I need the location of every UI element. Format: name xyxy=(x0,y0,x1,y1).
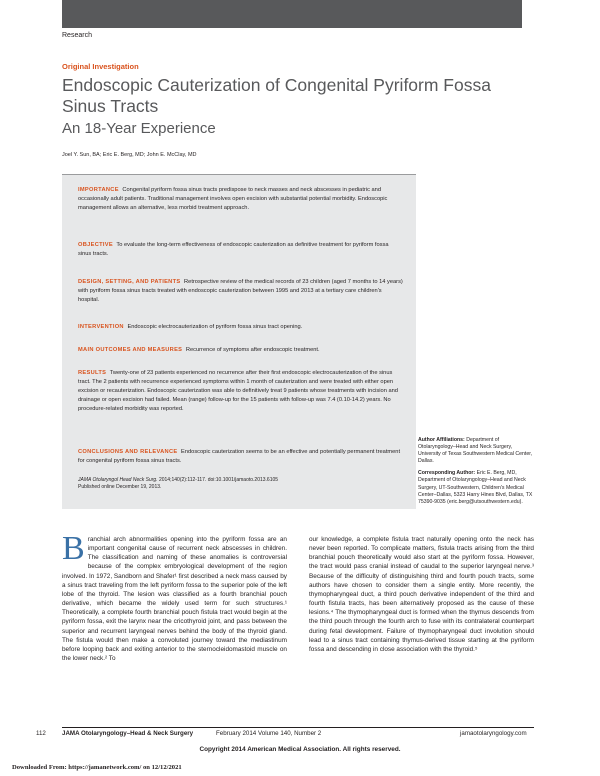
abstract-conclusions xyxy=(78,448,403,466)
body-text-col2: our knowledge, a complete fistula tract naturally opening onto the neck has never been reported. To complicate matters, fistula tracts arising from the third branchial pouch theoretically would also start at the pyriform fossa. However, the tract would pass cranial instead of caudal to the superior laryngeal nerve.³ Because of the difficulty of distinguishing third and fourth pouch tracts, some authors have chosen to consider them a single entity. More recently, the thymopharyngeal duct, a third pouch derivative independent of the third and fourth fistula tracts, has been alternatively proposed as the cause of these lesions.⁴ The thymopharyngeal duct is formed when the thymus descends from the third pouch through the fourth arch to fuse with its contralateral counterpart during fetal development. Failure of thymopharyngeal duct involution should lead to a sinus tract containing thymus-derived tissue starting at the pyriform fossa and descending in close association with the thyroid.⁵ xyxy=(309,536,534,653)
copyright-notice: Copyright 2014 American Medical Association. All rights reserved. xyxy=(199,746,401,753)
article-subtitle: An 18-Year Experience xyxy=(62,120,216,137)
results-text: Twenty-one of 23 patients experienced no recurrence after their first endoscopic electrocauterization of the sinus tract. The 2 patients with recurrence experienced symptoms within 1 month of cauterization and were treated with either open excision or recauterization. Endoscopic cauterization was able to definitively treat 9 patients whose treatments with incision and drainage or open excision had failed. Mean (range) follow-up for the 15 patients with follow-up was 7.4 (0.10-14.2) years. No procedure-related morbidity was reported. xyxy=(78,370,398,412)
objective-text: To evaluate the long-term effectiveness of endoscopic cauterization as definitive treatment for pyriform fossa sinus tracts. xyxy=(78,242,389,257)
objective-label: OBJECTIVE xyxy=(78,242,113,248)
corresponding-author-label: Corresponding Author: xyxy=(418,470,476,477)
outcomes-label: MAIN OUTCOMES AND MEASURES xyxy=(78,347,183,353)
citation-journal: JAMA Otolaryngol Head Neck Surg. xyxy=(78,477,158,483)
intervention-label: INTERVENTION xyxy=(78,324,124,330)
abstract-results xyxy=(78,369,403,414)
published-date: Published online December 19, 2013. xyxy=(78,484,162,491)
outcomes-text: Recurrence of symptoms after endoscopic treatment. xyxy=(185,347,320,353)
body-column-2 xyxy=(309,535,534,654)
corresponding-author-text: Eric E. Berg, MD, Department of Otolaryngology–Head and Neck Surgery, UT-Southwestern, Children's Medical Center–Dallas, 5323 Harry Hines Blvd, Dallas, TX 75390-9035 (eric.berg@utsouthwestern.edu). xyxy=(418,470,533,505)
importance-label: IMPORTANCE xyxy=(78,187,119,193)
footer-url[interactable]: jamaotolaryngology.com xyxy=(460,730,527,737)
article-title: Endoscopic Cauterization of Congenital Pyriform Fossa Sinus Tracts xyxy=(62,75,491,116)
abstract-importance xyxy=(78,186,403,213)
citation xyxy=(78,477,403,492)
citation-details: 2014;140(2):112-117. doi:10.1001/jamaoto.2013.6105 xyxy=(158,477,279,483)
affiliations xyxy=(418,437,534,506)
author-affiliations-label: Author Affiliations: xyxy=(418,437,465,443)
conclusions-text: Endoscopic cauterization seems to be an effective and potentially permanent treatment for congenital pyriform fossa sinus tracts. xyxy=(78,449,401,464)
conclusions-label: CONCLUSIONS AND RELEVANCE xyxy=(78,449,178,455)
author-affiliations-text: Department of Otolaryngology–Head and Neck Surgery, University of Texas Southwestern Medical Center, Dallas. xyxy=(418,437,533,465)
abstract-intervention xyxy=(78,323,403,332)
abstract-outcomes xyxy=(78,346,403,355)
design-text: Retrospective review of the medical records of 23 children (aged 7 months to 14 years) with pyriform fossa sinus tracts treated with endoscopic cauterization between 1995 and 2013 at a tertiary care children's hospital. xyxy=(78,279,403,303)
footer-journal: JAMA Otolaryngology–Head & Neck Surgery xyxy=(62,730,194,737)
abstract-objective xyxy=(78,241,403,259)
footer-rule xyxy=(62,727,534,728)
body-text-col1: ranchial arch abnormalities opening into the pyriform fossa are an important congenital cause of recurrent neck abscesses in children. The classification and naming of these anomalies is controversial because of the complex embryological development of the region involved. In 1972, Sandborn and Shafer¹ first described a neck mass caused by a sinus tract traveling from the left pyriform fossa to the superior pole of the left lobe of the thyroid. The lesion was classified as a fourth branchial pouch derivative, which became the widely used term for such structures.¹ Theoretically, a complete fourth branchial pouch fistula tract would begin at the pyriform fossa, exit the larynx near the cricothyroid joint, and pass between the superior and recurrent laryngeal nerves behind the body of the thyroid gland. The fistula would then make a convoluted journey toward the mediastinum before looping back and exiting anterior to the sternocleidomastoid muscle on the lower neck.² To xyxy=(62,536,287,663)
body-column-1 xyxy=(62,530,287,663)
header-bar xyxy=(62,0,522,28)
abstract-box xyxy=(62,174,416,509)
article-type: Original Investigation xyxy=(62,62,139,71)
author-list: Joel Y. Sun, BA; Eric E. Berg, MD; John E. McClay, MD xyxy=(62,152,197,158)
results-label: RESULTS xyxy=(78,370,107,376)
drop-cap: B xyxy=(62,530,85,567)
section-label: Research xyxy=(62,32,92,39)
design-label: DESIGN, SETTING, AND PATIENTS xyxy=(78,279,181,285)
intervention-text: Endoscopic electrocauterization of pyriform fossa sinus tract opening. xyxy=(127,324,303,330)
page-number: 112 xyxy=(36,730,46,737)
abstract-design xyxy=(78,278,403,305)
importance-text: Congenital pyriform fossa sinus tracts predispose to neck masses and neck abscesses in pediatric and occasionally adult patients. Traditional management involves open excision with substantial potential morbidity. Endoscopic management allows an alternative, less morbid treatment approach. xyxy=(78,187,388,211)
footer-issue: February 2014 Volume 140, Number 2 xyxy=(216,730,322,737)
download-notice: Downloaded From: https://jamanetwork.com/ on 12/12/2021 xyxy=(12,764,182,771)
